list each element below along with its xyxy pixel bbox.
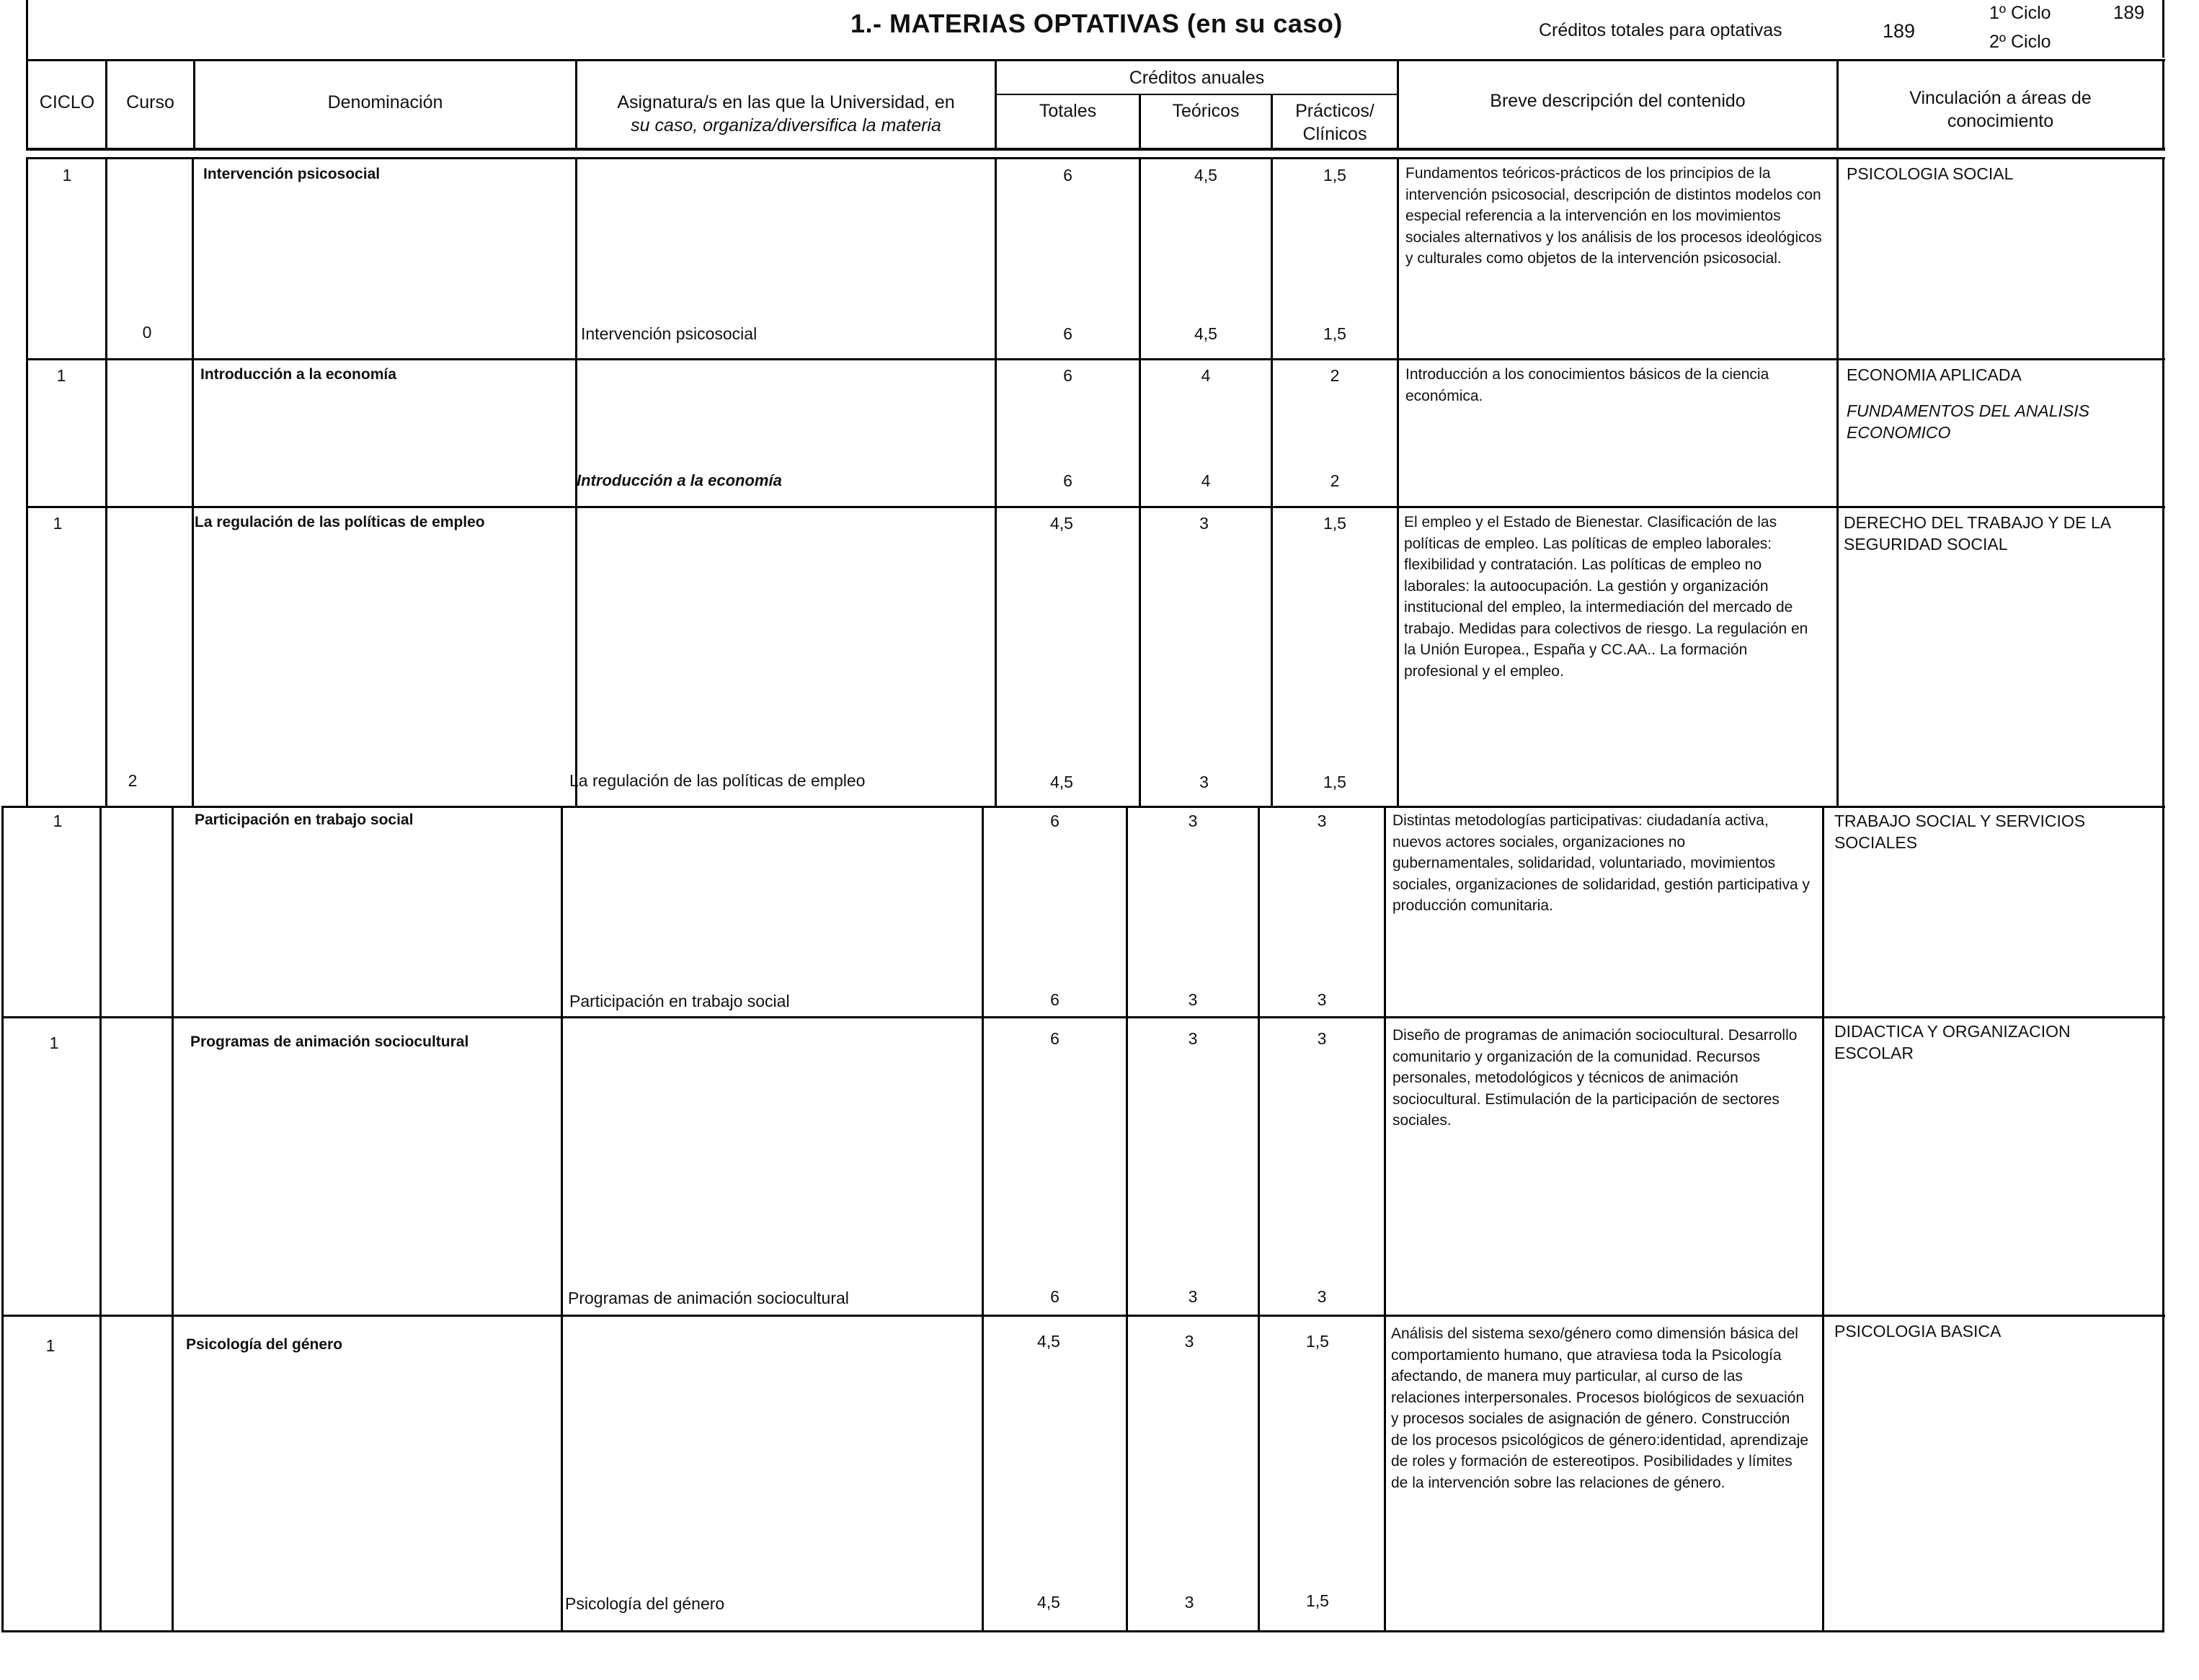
row-denominacion: Participación en trabajo social	[195, 812, 414, 828]
row-sub-teoricos: 3	[1188, 990, 1198, 1009]
row-areas	[1834, 1021, 2151, 1064]
row-totales: 6	[1063, 166, 1072, 185]
row-curso: 2	[128, 771, 138, 790]
row-sub-totales: 4,5	[1037, 1593, 1060, 1612]
row-teoricos: 3	[1188, 1029, 1198, 1048]
row-descripcion: Fundamentos teóricos-prácticos de los principios de la intervención psicosocial, descripción de distintos modelos con especial referencia a la intervención en los movimientos sociales alternativos y los análisis de los procesos ideológicos y culturales como objetos de la intervención psicosocial.	[1405, 165, 1822, 267]
row-totales: 4,5	[1050, 514, 1073, 533]
area-item: FUNDAMENTOS DEL ANALISIS ECONOMICO	[1847, 401, 2089, 442]
row-sub-totales: 6	[1063, 324, 1072, 343]
row-sub-practicos: 1,5	[1306, 1591, 1329, 1610]
col-ciclo: CICLO	[39, 92, 95, 112]
rule	[105, 157, 107, 806]
credits-value: 189	[1883, 20, 1916, 42]
row-ciclo: 1	[53, 812, 63, 830]
row-denominacion: Programas de animación sociocultural	[190, 1034, 469, 1050]
row-practicos: 1,5	[1306, 1332, 1329, 1351]
row-teoricos: 4,5	[1194, 166, 1217, 185]
row-areas	[1844, 512, 2161, 555]
row-asignatura: Introducción a la economía	[577, 471, 782, 489]
row-asignatura: Intervención psicosocial	[581, 324, 758, 343]
rule	[2162, 61, 2164, 148]
rule	[192, 157, 194, 806]
row-curso: 0	[142, 323, 152, 342]
area-item: ECONOMIA APLICADA	[1847, 365, 2022, 384]
row-totales: 6	[1063, 366, 1072, 385]
row-totales: 6	[1050, 1029, 1059, 1048]
row-totales: 4,5	[1037, 1332, 1060, 1351]
col-asignatura-l1: Asignatura/s en las que la Universidad, en	[617, 92, 955, 112]
rule	[1, 1630, 2162, 1632]
ciclo2-label: 2º Ciclo	[1989, 32, 2051, 52]
col-curso: Curso	[126, 92, 174, 112]
row-areas	[1834, 810, 2151, 853]
row-sub-teoricos: 4	[1201, 471, 1211, 490]
row-sub-teoricos: 3	[1184, 1593, 1194, 1612]
col-practicos-l2: Clínicos	[1302, 124, 1367, 144]
rule	[1836, 157, 1839, 806]
col-asignatura-l2-text: su caso, organiza/diversifica la materia	[631, 115, 941, 135]
row-sub-totales: 4,5	[1050, 773, 1073, 791]
area-item: DERECHO DEL TRABAJO Y DE LA SEGURIDAD SOCIAL	[1844, 513, 2110, 554]
rule	[1, 1315, 2165, 1317]
row-denominacion: La regulación de las políticas de empleo	[195, 514, 485, 530]
row-areas	[1847, 163, 2164, 185]
rule	[26, 157, 2165, 159]
rule	[99, 806, 102, 1632]
row-practicos: 3	[1317, 1029, 1327, 1048]
area-item: DIDACTICA Y ORGANIZACION ESCOLAR	[1834, 1022, 2071, 1062]
col-vinculacion-l1: Vinculación a áreas de	[1909, 88, 2092, 108]
ciclo1-label: 1º Ciclo	[1989, 3, 2051, 23]
row-practicos: 1,5	[1323, 514, 1346, 533]
row-teoricos: 3	[1184, 1332, 1194, 1351]
row-sub-practicos: 3	[1317, 990, 1327, 1009]
rule	[995, 94, 1398, 95]
rule	[1258, 806, 1260, 1632]
row-asignatura: Psicología del género	[565, 1594, 725, 1613]
col-denominacion: Denominación	[327, 92, 443, 112]
credits-label: Créditos totales para optativas	[1539, 20, 1782, 40]
rule	[26, 59, 2165, 61]
row-practicos: 1,5	[1323, 166, 1346, 185]
row-totales: 6	[1050, 812, 1059, 830]
col-creditos-anuales: Créditos anuales	[1129, 68, 1265, 88]
rule	[1, 806, 4, 1632]
area-item: TRABAJO SOCIAL Y SERVICIOS SOCIALES	[1834, 812, 2086, 852]
row-denominacion: Intervención psicosocial	[203, 166, 381, 182]
rule	[1397, 157, 1399, 806]
rule	[1, 806, 2165, 808]
row-teoricos: 4	[1201, 366, 1211, 385]
row-practicos: 3	[1317, 812, 1327, 830]
row-sub-teoricos: 3	[1199, 773, 1209, 791]
row-descripcion: El empleo y el Estado de Bienestar. Clasificación de las políticas de empleo. Las políticas de empleo laborales: flexibilidad y contratación. Las políticas de empleo no laborales: la autoocupación. La gestión y organización institucional del empleo, la intermediación del mercado de trabajo. Medidas para colectivos de riesgo. La regulación en la Unión Europea., España y CC.AA.. La formación profesional y el empleo.	[1404, 514, 1808, 680]
page-title: 1.- MATERIAS OPTATIVAS (en su caso)	[850, 9, 1343, 38]
row-asignatura: La regulación de las políticas de empleo	[569, 771, 866, 790]
rule	[26, 157, 28, 806]
row-descripcion: Análisis del sistema sexo/género como dimensión básica del comportamiento humano, que atraviesa toda la Psicología afectando, de manera muy particular, al curso de las relaciones interpersonales. Procesos biológicos de sexuación y procesos sociales de asignación de género. Construcción de los procesos psicológicos de género:identidad, aprendizaje de roles y formación de estereotipos. Posibilidades y límites de la intervención sobre las relaciones de género.	[1391, 1325, 1809, 1491]
row-sub-practicos: 1,5	[1323, 324, 1346, 343]
row-descripcion: Introducción a los conocimientos básicos de la ciencia económica.	[1405, 366, 1769, 404]
row-denominacion: Introducción a la economía	[200, 366, 396, 383]
rule	[1, 1016, 2165, 1018]
rule	[26, 358, 2165, 360]
row-asignatura: Programas de animación sociocultural	[568, 1289, 849, 1307]
col-asignatura-l2	[577, 114, 995, 137]
row-areas	[1847, 364, 2164, 443]
row-areas	[1834, 1320, 2151, 1342]
rule	[1384, 806, 1386, 1632]
ciclo1-value: 189	[2113, 1, 2145, 23]
col-vinculacion-l2: conocimiento	[1947, 111, 2054, 131]
row-ciclo: 1	[56, 366, 66, 385]
row-teoricos: 3	[1188, 812, 1198, 830]
rule	[1126, 806, 1128, 1632]
row-sub-teoricos: 4,5	[1194, 324, 1217, 343]
rule	[26, 506, 2165, 508]
row-ciclo: 1	[62, 166, 72, 185]
row-ciclo: 1	[49, 1034, 59, 1052]
row-sub-totales: 6	[1050, 1287, 1059, 1306]
col-descripcion: Breve descripción del contenido	[1490, 91, 1746, 111]
rule	[172, 806, 174, 1632]
row-sub-practicos: 3	[1317, 1287, 1327, 1306]
row-practicos: 2	[1330, 366, 1340, 385]
area-item: PSICOLOGIA BASICA	[1834, 1322, 2002, 1341]
area-item: PSICOLOGIA SOCIAL	[1847, 164, 2014, 183]
row-sub-totales: 6	[1050, 990, 1059, 1009]
rule	[561, 806, 563, 1632]
row-denominacion: Psicología del género	[186, 1336, 343, 1353]
row-descripcion: Distintas metodologías participativas: ciudadanía activa, nuevos actores sociales, organizaciones no gubernamentales, solidaridad, voluntariado, movimientos sociales, organizaciones de solidaridad, gestión participativa y producción comunitaria.	[1392, 812, 1810, 914]
row-sub-teoricos: 3	[1188, 1287, 1198, 1306]
rule	[26, 148, 2165, 151]
row-ciclo: 1	[45, 1336, 55, 1355]
row-sub-practicos: 2	[1330, 471, 1340, 490]
col-teoricos: Teóricos	[1172, 101, 1240, 121]
row-asignatura: Participación en trabajo social	[569, 992, 790, 1010]
rule	[982, 806, 984, 1632]
row-teoricos: 3	[1199, 514, 1209, 533]
row-sub-practicos: 1,5	[1323, 773, 1346, 791]
row-ciclo: 1	[53, 514, 63, 533]
row-descripcion: Diseño de programas de animación sociocultural. Desarrollo comunitario y organización de la comunidad. Recursos personales, metodológicos y técnicos de animación sociocultural. Estimulación de la participación de sectores sociales.	[1392, 1027, 1798, 1129]
col-totales: Totales	[1039, 101, 1097, 121]
rule	[26, 0, 28, 148]
rule	[1822, 806, 1824, 1632]
row-sub-totales: 6	[1063, 471, 1072, 490]
rule	[2162, 0, 2164, 58]
col-practicos-l1: Prácticos/	[1295, 101, 1374, 121]
